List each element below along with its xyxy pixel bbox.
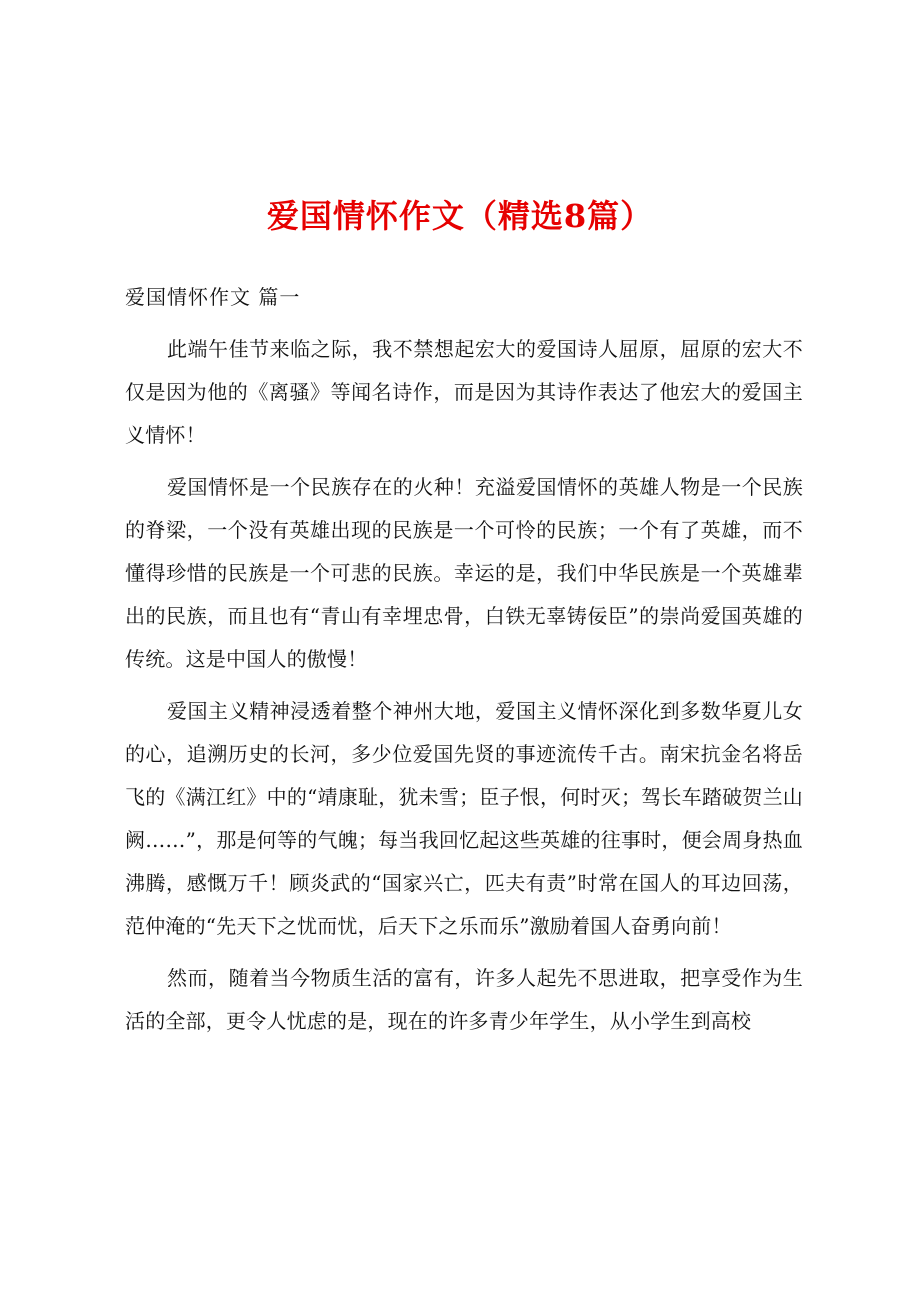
document-title: 爱国情怀作文（精选8篇） <box>266 197 654 235</box>
paragraph-1: 此端午佳节来临之际，我不禁想起宏大的爱国诗人屈原，屈原的宏大不仅是因为他的《离骚》等闻名诗作，而是因为其诗作表达了他宏大的爱国主义情怀！ <box>125 337 803 447</box>
document-body <box>125 276 803 1052</box>
paragraph-4: 然而，随着当今物质生活的富有，许多人起先不思进取，把享受作为生活的全部，更令人忧虑的是，现在的许多青少年学生，从小学生到高校 <box>125 966 803 1033</box>
section-heading: 爱国情怀作文 篇一 <box>125 285 301 309</box>
paragraph-2: 爱国情怀是一个民族存在的火种！充溢爱国情怀的英雄人物是一个民族的脊梁，一个没有英雄出现的民族是一个可怜的民族；一个有了英雄，而不懂得珍惜的民族是一个可悲的民族。幸运的是，我们中华民族是一个英雄辈出的民族，而且也有“青山有幸埋忠骨，白铁无辜铸佞臣”的崇尚爱国英雄的传统。这是中国人的傲慢！ <box>125 475 803 671</box>
paragraph-3: 爱国主义精神浸透着整个神州大地，爱国主义情怀深化到多数华夏儿女的心，追溯历史的长河，多少位爱国先贤的事迹流传千古。南宋抗金名将岳飞的《满江红》中的“靖康耻，犹未雪；臣子恨，何时灭；驾长车踏破贺兰山阙……”，那是何等的气魄；每当我回忆起这些英雄的往事时，便会周身热血沸腾，感慨万千！顾炎武的“国家兴亡，匹夫有责”时常在国人的耳边回荡，范仲淹的“先天下之忧而忧，后天下之乐而乐”激励着国人奋勇向前！ <box>125 699 803 938</box>
